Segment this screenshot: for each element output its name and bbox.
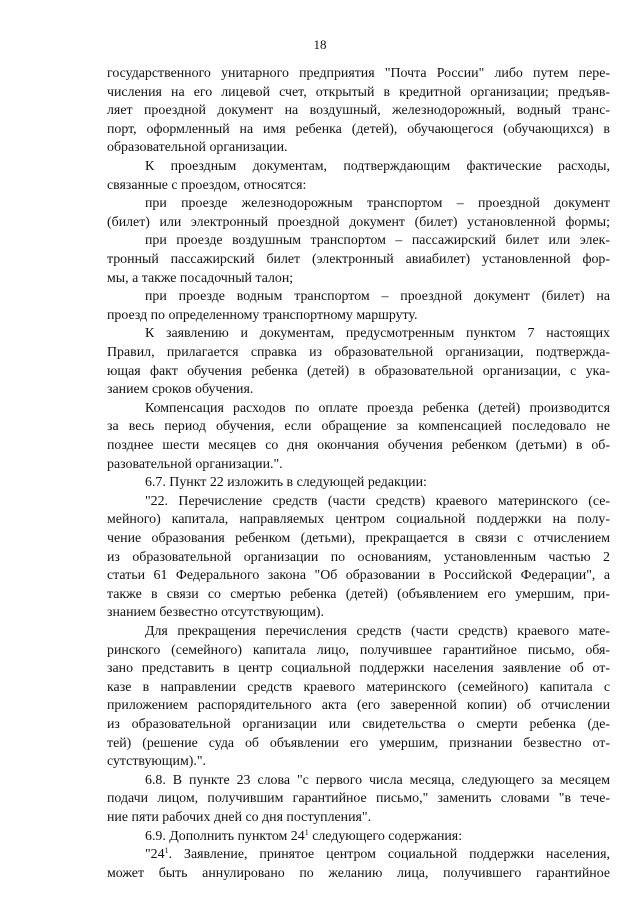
- text-line: ляет проездной документ на воздушный, железнодорожный, водный транс-: [107, 103, 610, 119]
- text-line: государственного унитарного предприятия "Почта России" либо путем пере-: [107, 66, 610, 81]
- text-line: разовательной организации.".: [107, 456, 283, 472]
- paragraph-first-line: Компенсация расходов по оплате проезда ребенка (детей) производится: [145, 400, 610, 416]
- paragraph-first-line: "22. Перечисление средств (части средств) краевого материнского (се-: [145, 493, 610, 509]
- text-line: связанные с проездом, относятся:: [107, 177, 307, 193]
- text-line: числения на его лицевой счет, открытый в кредитной организации; предъяв-: [107, 84, 610, 100]
- text-line: проезд по определенному транспортному маршруту.: [107, 307, 418, 323]
- text-line: также в связи со смертью ребенка (детей) (объявлением его умершим, при-: [107, 586, 610, 602]
- text-line: приложением распорядительного акта (его заверенной копии) об отчислении: [107, 698, 610, 714]
- section-heading-line: [145, 827, 610, 846]
- text-fragment: следующего содержания:: [312, 828, 463, 844]
- page-number: 18: [313, 37, 327, 52]
- paragraph-first-line: Для прекращения перечисления средств (части средств) краевого мате-: [145, 624, 610, 639]
- text-line: статьи 61 Федерального закона "Об образовании в Российской Федерации", а: [107, 568, 610, 584]
- text-fragment: 6.9. Дополнить пунктом 24: [145, 828, 305, 844]
- text-line: казе в направлении средств краевого материнского (семейного) капитала с: [107, 679, 610, 695]
- text-line: позднее шести месяцев со дня окончания обучения ребенком (детьми) в об-: [107, 438, 610, 453]
- paragraph-first-line: К проездным документам, подтверждающим фактические расходы,: [145, 159, 610, 174]
- text-line: ние пяти рабочих дней со дня поступления".: [107, 810, 372, 825]
- text-line: мейного) капитала, направляемых центром социальной поддержки на полу-: [107, 512, 610, 528]
- text-line: занием сроков обучения.: [107, 382, 254, 398]
- text-line: может быть аннулировано по желанию лица, получившего гарантийное: [107, 865, 610, 881]
- text-fragment: "24: [145, 847, 165, 863]
- text-line: ринского (семейного) капитала лицо, получившее гарантийное письмо, обя-: [107, 642, 610, 658]
- paragraph-first-line: при проезде водным транспортом – проездной документ (билет) на: [145, 289, 610, 305]
- paragraph-first-line: 6.8. В пункте 23 слова "с первого числа месяца, следующего за месяцем: [145, 772, 610, 788]
- paragraph-first-line: при проезде воздушным транспортом – пассажирский билет или элек-: [145, 233, 610, 249]
- text-line: тей) (решение суда об объявлении его умершим, признании безвестно от-: [107, 735, 610, 751]
- superscript: 1: [164, 846, 169, 856]
- text-line: тронный пассажирский билет (электронный авиабилет) установленной фор-: [107, 252, 610, 267]
- text-line: Правил, прилагается справка из образовательной организации, подтвержда-: [107, 345, 610, 360]
- text-line: из образовательной организации по основаниям, установленным частью 2: [107, 549, 610, 565]
- section-heading-line: 6.7. Пункт 22 изложить в следующей редакции:: [145, 475, 427, 491]
- text-line: из образовательной организации или свидетельства о смерти ребенка (де-: [107, 717, 610, 732]
- paragraph-first-line: при проезде железнодорожным транспортом – проездной документ: [145, 196, 610, 212]
- text-line: образовательной организации.: [107, 140, 288, 156]
- text-line: подачи лицом, получившим гарантийное письмо," заменить словами "в тече-: [107, 791, 610, 807]
- paragraph-first-line: [145, 845, 610, 864]
- text-line: порт, оформленный на имя ребенка (детей), обучающегося (обучающихся) в: [107, 121, 610, 137]
- paragraph-first-line: К заявлению и документам, предусмотренным пунктом 7 настоящих: [145, 326, 610, 342]
- text-line: зано представить в центр социальной поддержки населения заявление об от-: [107, 661, 610, 677]
- text-line: (билет) или электронный проездной документ (билет) установленной формы;: [107, 214, 610, 230]
- superscript: 1: [304, 827, 309, 837]
- text-line: чение образования ребенком (детьми), прекращается в связи с отчислением: [107, 531, 610, 546]
- text-line: знанием безвестно отсутствующим).: [107, 605, 324, 621]
- text-line: сутствующим).".: [107, 754, 206, 770]
- text-line: мы, а также посадочный талон;: [107, 270, 294, 286]
- text-line: ющая факт обучения ребенка (детей) в образовательной организации, с ука-: [107, 363, 610, 379]
- text-fragment: . Заявление, принятое центром социальной поддержки населения,: [168, 847, 610, 863]
- text-line: за весь период обучения, если обращение за компенсацией последовало не: [107, 419, 610, 435]
